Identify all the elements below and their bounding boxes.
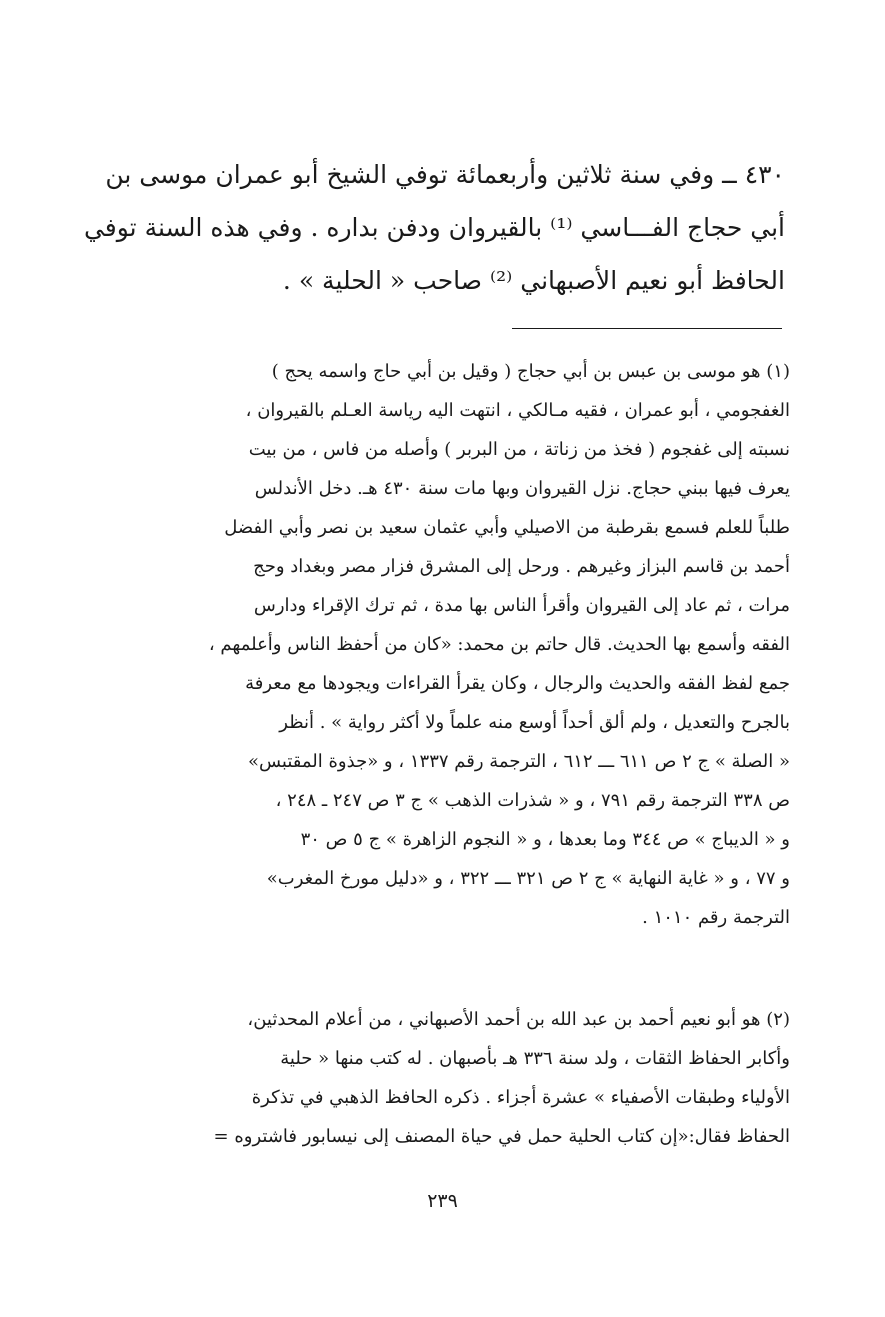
footnote-line: (٢) هو أبو نعيم أحمد بن عبد الله بن أحمد الأصبهاني ، من أعلام المحدثين، xyxy=(247,1009,790,1030)
footnote-line: « الصلة » ج ٢ ص ٦١١ ـــ ٦١٢ ، الترجمة رقم ١٣٣٧ ، و «جذوة المقتبس» xyxy=(247,751,790,772)
main-line: الحافظ أبو نعيم الأصبهاني ⁽²⁾ صاحب « الحلية » . xyxy=(282,266,785,295)
footnote-line: أحمد بن قاسم البزاز وغيرهم . ورحل إلى المشرق فزار مصر وبغداد وحج xyxy=(253,556,790,577)
footnote-1 xyxy=(100,352,790,937)
footnote-line: نسبته إلى غفجوم ( فخذ من زناتة ، من البربر ) وأصله من فاس ، من بيت xyxy=(248,439,790,460)
main-line: ٤٣٠ ــ وفي سنة ثلاثين وأربعمائة توفي الشيخ أبو عمران موسى بن xyxy=(105,160,785,189)
footnote-line: جمع لفظ الفقه والحديث والرجال ، وكان يقرأ القراءات ويجودها مع معرفة xyxy=(245,673,790,694)
footnote-line: ص ٣٣٨ الترجمة رقم ٧٩١ ، و « شذرات الذهب » ج ٣ ص ٢٤٧ ـ ٢٤٨ ، xyxy=(275,790,790,811)
page-number: ٢٣٩ xyxy=(427,1190,458,1212)
main-paragraph xyxy=(83,148,785,307)
footnote-separator xyxy=(512,328,782,329)
main-line: أبي حجاج الفـــاسي ⁽¹⁾ بالقيروان ودفن بداره . وفي هذه السنة توفي xyxy=(83,213,785,242)
footnote-line: الغفجومي ، أبو عمران ، فقيه مـالكي ، انتهت اليه رياسة العـلم بالقيروان ، xyxy=(245,400,790,421)
footnote-line: الترجمة رقم ١٠١٠ . xyxy=(642,907,790,928)
footnote-2 xyxy=(100,1000,790,1156)
footnote-line: الأولياء وطبقات الأصفياء » عشرة أجزاء . ذكره الحافظ الذهبي في تذكرة xyxy=(251,1087,790,1108)
footnote-line: (١) هو موسى بن عبس بن أبي حجاج ( وقيل بن أبي حاج واسمه يحج ) xyxy=(271,361,790,382)
footnote-line: مرات ، ثم عاد إلى القيروان وأقرأ الناس بها مدة ، ثم ترك الإقراء ودارس xyxy=(253,595,790,616)
footnote-line: و ٧٧ ، و « غاية النهاية » ج ٢ ص ٣٢١ ـــ ٣٢٢ ، و «دليل مورخ المغرب» xyxy=(266,868,790,889)
footnote-line: الفقه وأسمع بها الحديث. قال حاتم بن محمد: «كان من أحفظ الناس وأعلمهم ، xyxy=(208,634,790,655)
footnote-line: و « الديباج » ص ٣٤٤ وما بعدها ، و « النجوم الزاهرة » ج ٥ ص ٣٠ xyxy=(300,829,790,850)
footnote-line: طلباً للعلم فسمع بقرطبة من الاصيلي وأبي عثمان سعيد بن نصر وأبي الفضل xyxy=(224,517,790,538)
footnote-line: بالجرح والتعديل ، ولم ألق أحداً أوسع منه علماً ولا أكثر رواية » . أنظر xyxy=(279,712,790,733)
footnote-line: وأكابر الحفاظ الثقات ، ولد سنة ٣٣٦ هـ بأصبهان . له كتب منها « حلية xyxy=(280,1048,790,1069)
footnote-line: يعرف فيها ببني حجاج. نزل القيروان وبها مات سنة ٤٣٠ هـ. دخل الأندلس xyxy=(254,478,790,499)
footnote-line: الحفاظ فقال:«إن كتاب الحلية حمل في حياة المصنف إلى نيسابور فاشتروه = xyxy=(213,1126,790,1147)
